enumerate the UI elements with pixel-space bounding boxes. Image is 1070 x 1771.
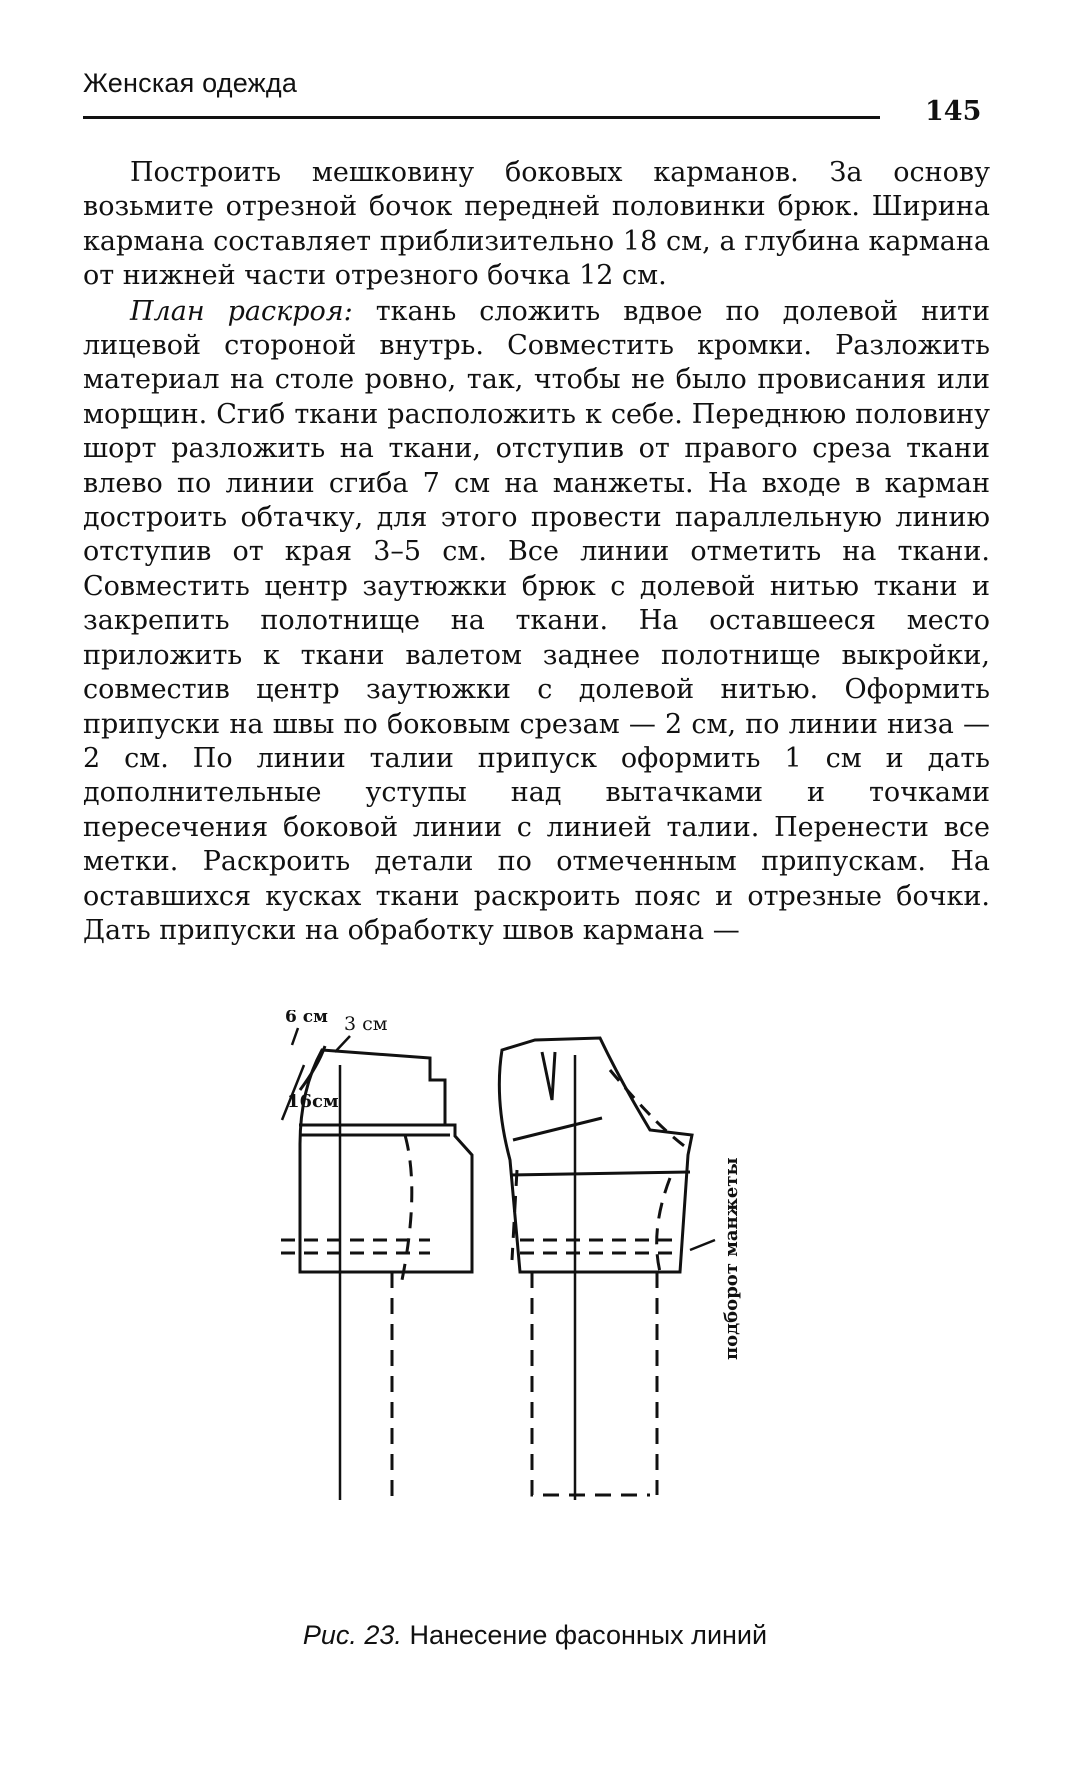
arrow-3cm (335, 1036, 350, 1052)
figure-caption-text: Нанесение фасонных линий (401, 1620, 768, 1650)
front-half-pattern (280, 1010, 472, 1500)
running-header-title: Женская одежда (83, 68, 298, 98)
page-number: 145 (925, 96, 982, 127)
front-3cm-label: 3 см (344, 1013, 388, 1035)
front-6cm-label: 6 см (285, 1010, 328, 1027)
back-dart (542, 1052, 555, 1100)
arrow-6cm (292, 1028, 298, 1045)
back-outline (499, 1038, 692, 1272)
back-half-pattern (499, 1038, 742, 1500)
back-cut-dashes-right (657, 1178, 670, 1272)
back-leg-dashes-left (532, 1272, 650, 1495)
front-16cm-label: 16см (287, 1091, 339, 1112)
header-rule (83, 116, 880, 119)
body-text (83, 156, 990, 948)
back-hip-line (513, 1118, 602, 1140)
paragraph-cutting-plan (83, 295, 990, 949)
front-cut-dashes-right (402, 1135, 412, 1280)
paragraph-pocket-lining: Построить мешковину боковых карманов. За основу возьмите отрезной бочок передней половинки брюк. Ширина кармана составляет приблизительно 18 см, а глубина кармана от нижней части отрезного бочка 12 см. (83, 157, 990, 292)
figure-caption (0, 1620, 1070, 1651)
shorts-pattern-figure (280, 1010, 840, 1610)
back-seat-line (510, 1172, 690, 1175)
figure-caption-label: Рис. 23. (302, 1620, 402, 1650)
cutting-plan-text: ткань сложить вдвое по долевой нити лицевой стороной внутрь. Совместить кромки. Разложить материал на столе ровно, так, чтобы не было провисания или морщин. Сгиб ткани расположить к себе. Переднюю половину шорт разложить на ткани, отступив от правого среза ткани влево по линии сгиба 7 см на манжеты. На входе в карман достроить обтачку, для этого провести параллельную линию отступив от края 3–5 см. Все линии отметить на ткани. Совместить центр заутюжки брюк с долевой нитью ткани и закрепить полотнище на ткани. На оставшееся место приложить к ткани валетом заднее полотнище выкройки, совместив центр заутюжки с долевой нитью. Оформить припуски на швы по боковым срезам — 2 см, по линии низа — 2 см. По линии талии припуск оформить 1 см и дать дополнительные уступы над вытачками и точками пересечения боковой линии с линией талии. Перенести все метки. Раскроить детали по отмеченным припускам. На оставшихся кусках ткани раскроить пояс и отрезные бочки. Дать припуски на обработку швов кармана — (83, 295, 991, 946)
cuff-arrow (690, 1240, 715, 1250)
cutting-plan-lead: План раскроя: (130, 295, 353, 327)
cuff-label: подборот манжеты (721, 1157, 742, 1360)
